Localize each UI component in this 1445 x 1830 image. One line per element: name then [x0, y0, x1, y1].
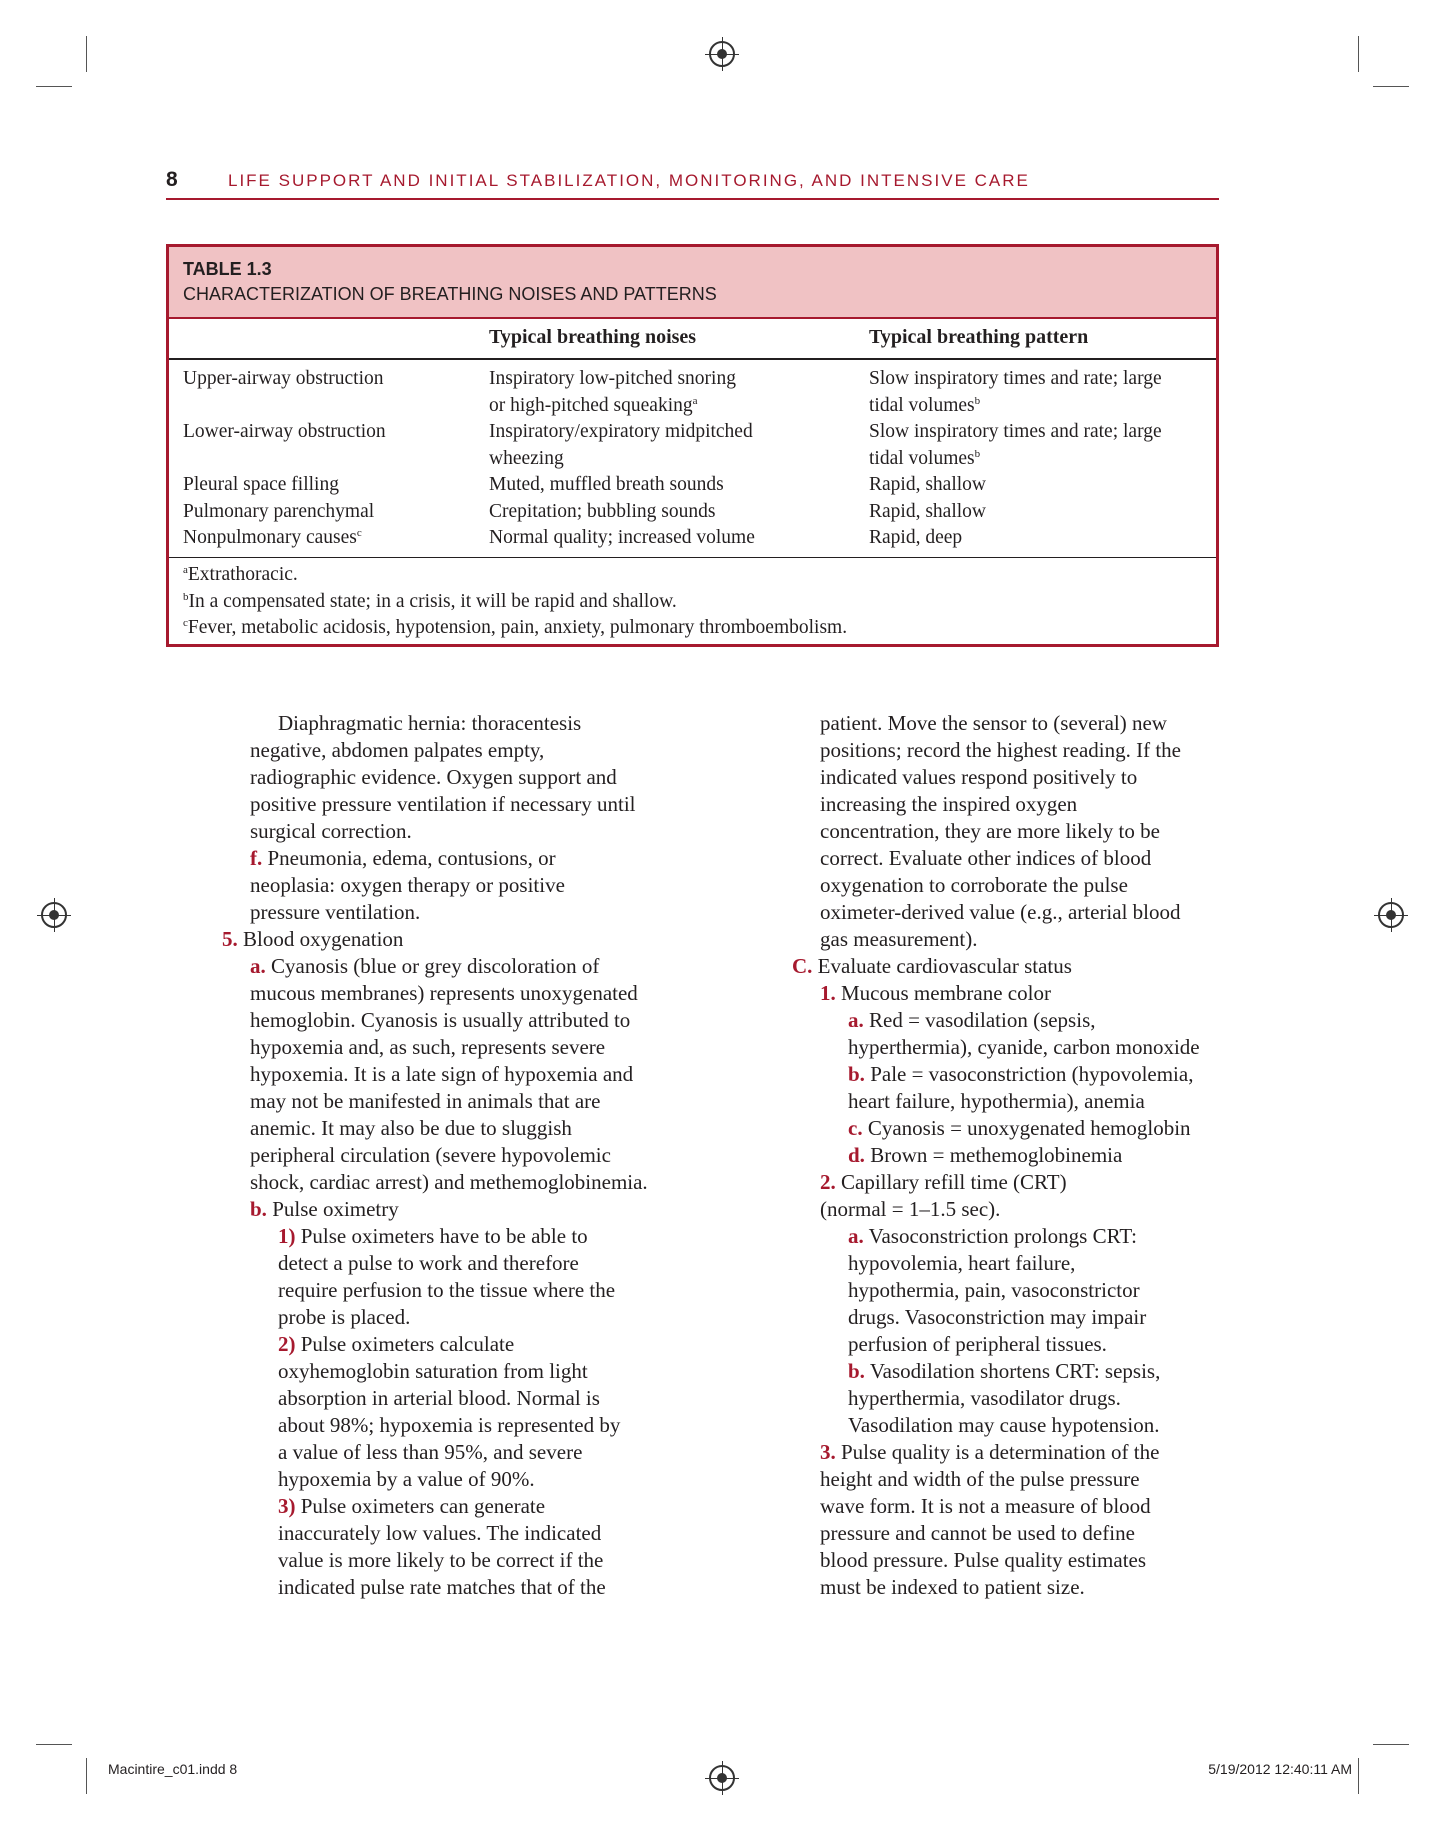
crop-mark	[1373, 1744, 1409, 1745]
table-row-pattern: Rapid, shallow	[869, 474, 986, 495]
footnote: $^b$In a compensated state; in a crisis, it will be rapid and shallow.	[183, 590, 677, 612]
paragraph-continued: patient. Move the sensor to (several) new positions; record the highest reading. If the indicated values respond positively to increasing the inspired oxygen concentration, they are more likely to be correct. Evaluate other indices of blood oxygenation to corroborate the pulse oximeter-derived value (e.g., arterial blood gas measurement).	[820, 711, 1181, 951]
table-row-cause: Pulmonary parenchymal	[183, 500, 375, 522]
list-marker: b.	[848, 1062, 865, 1086]
crop-mark	[1373, 86, 1409, 87]
list-item-b2: 2) Pulse oximeters calculate oxyhemoglobin saturation from light absorption in arterial blood. Normal is about 98%; hypoxemia is represented by a value of less than 95%, and severe hypoxemia by a value of 90%.	[278, 1332, 621, 1491]
table-footnotes	[183, 562, 847, 642]
table-row-noise: Normal quality; increased volume	[489, 527, 755, 548]
list-item-3: 3. Pulse quality is a determination of the height and width of the pulse pressure wave form. It is not a measure of blood pressure and cannot be used to define blood pressure. Pulse quality estimates must be indexed to patient size.	[820, 1440, 1160, 1599]
list-item-1b: b. Pale = vasoconstriction (hypovolemia, heart failure, hypothermia), anemia	[848, 1062, 1194, 1113]
table-caption: CHARACTERIZATION OF BREATHING NOISES AND PATTERNS	[183, 284, 717, 304]
table-row-pattern: Slow inspiratory times and rate; large tidal volumes$^b$	[869, 368, 1162, 416]
table-row-noise: Crepitation; bubbling sounds	[489, 500, 716, 522]
crop-mark	[36, 86, 72, 87]
crop-mark	[1358, 1758, 1359, 1794]
table-breathing-noises	[166, 244, 1219, 647]
right-column	[792, 710, 1232, 1601]
running-head-title: LIFE SUPPORT AND INITIAL STABILIZATION, MONITORING, AND INTENSIVE CARE	[228, 171, 1030, 190]
list-marker: 2)	[278, 1332, 296, 1356]
list-marker: C.	[792, 954, 813, 978]
crop-mark	[36, 1744, 72, 1745]
crop-mark	[86, 36, 87, 72]
table-row-noise: Inspiratory/expiratory midpitched wheezing	[489, 421, 753, 469]
page-number: 8	[166, 168, 178, 191]
table-row-pattern: Rapid, deep	[869, 527, 963, 548]
slug-filename: Macintire_c01.indd 8	[108, 1761, 238, 1777]
table-label: TABLE 1.3	[183, 259, 272, 279]
list-item-1c: c. Cyanosis = unoxygenated hemoglobin	[848, 1116, 1191, 1140]
list-item-b3: 3) Pulse oximeters can generate inaccurately low values. The indicated value is more likely to be correct if the indicated pulse rate matches that of the	[278, 1494, 606, 1599]
column-header-noises: Typical breathing noises	[489, 326, 697, 348]
registration-mark-icon	[1378, 902, 1404, 928]
left-column	[222, 710, 722, 1601]
list-marker: b.	[848, 1359, 865, 1383]
list-marker: a.	[848, 1224, 864, 1248]
list-marker: 3.	[820, 1440, 836, 1464]
list-item-2a: a. Vasoconstriction prolongs CRT: hypovolemia, heart failure, hypothermia, pain, vasoconstrictor drugs. Vasoconstriction may impair perfusion of peripheral tissues.	[848, 1224, 1147, 1356]
slug-datetime: 5/19/2012 12:40:11 AM	[1208, 1761, 1352, 1777]
crop-mark	[1358, 36, 1359, 72]
crop-mark	[86, 1758, 87, 1794]
list-item-5: 5. Blood oxygenation	[222, 927, 404, 951]
list-marker: 5.	[222, 927, 238, 951]
running-head	[166, 168, 1219, 200]
list-item-f: f. Pneumonia, edema, contusions, or neoplasia: oxygen therapy or positive pressure ventilation.	[250, 846, 565, 924]
registration-mark-icon	[709, 41, 735, 67]
list-marker: 1)	[278, 1224, 296, 1248]
table-row-noise: Inspiratory low-pitched snoring or high-pitched squeaking$^a$	[489, 368, 736, 416]
table-header	[169, 247, 1216, 319]
divider	[169, 557, 1216, 558]
table-row-cause: Pleural space filling	[183, 474, 339, 495]
list-item-1: 1. Mucous membrane color	[820, 981, 1051, 1005]
list-marker: c.	[848, 1116, 863, 1140]
paragraph-diaphragmatic-hernia: Diaphragmatic hernia: thoracentesis negative, abdomen palpates empty, radiographic evidence. Oxygen support and positive pressure ventilation if necessary until surgical correction.	[250, 711, 636, 843]
table-row-cause: Lower-airway obstruction	[183, 421, 386, 442]
list-item-1a: a. Red = vasodilation (sepsis, hyperthermia), cyanide, carbon monoxide	[848, 1008, 1200, 1059]
list-marker: f.	[250, 846, 263, 870]
table-row-pattern: Rapid, shallow	[869, 500, 986, 522]
table-row-noise: Muted, muffled breath sounds	[489, 474, 724, 495]
footnote: $^c$Fever, metabolic acidosis, hypotension, pain, anxiety, pulmonary thromboembolism.	[183, 617, 848, 638]
list-marker: d.	[848, 1143, 865, 1167]
list-item-C: C. Evaluate cardiovascular status	[792, 954, 1072, 978]
list-marker: 1.	[820, 981, 836, 1005]
registration-mark-icon	[709, 1765, 735, 1791]
column-header-pattern: Typical breathing pattern	[869, 326, 1089, 348]
list-marker: b.	[250, 1197, 267, 1221]
list-item-a: a. Cyanosis (blue or grey discoloration of mucous membranes) represents unoxygenated hemoglobin. Cyanosis is usually attributed to hypoxemia and, as such, represents severe hypoxemia. It is a late sign of hypoxemia and may not be manifested in animals that are anemic. It may also be due to sluggish peripheral circulation (severe hypovolemic shock, cardiac arrest) and methemoglobinemia.	[250, 954, 648, 1194]
list-item-2: 2. Capillary refill time (CRT) (normal = 1–1.5 sec).	[820, 1170, 1067, 1221]
table-row-cause: Upper-airway obstruction	[183, 368, 384, 389]
table-row-cause: Nonpulmonary causes$^c$	[183, 527, 362, 548]
list-item-b1: 1) Pulse oximeters have to be able to detect a pulse to work and therefore require perfusion to the tissue where the probe is placed.	[278, 1224, 616, 1329]
table-row-pattern: Slow inspiratory times and rate; large tidal volumes$^b$	[869, 421, 1162, 469]
footnote: $^a$Extrathoracic.	[183, 564, 298, 585]
list-item-b: b. Pulse oximetry	[250, 1197, 399, 1221]
list-marker: a.	[848, 1008, 864, 1032]
list-marker: 3)	[278, 1494, 296, 1518]
list-marker: a.	[250, 954, 266, 978]
list-item-1d: d. Brown = methemoglobinemia	[848, 1143, 1123, 1167]
divider	[169, 358, 1216, 360]
registration-mark-icon	[41, 902, 67, 928]
list-item-2b: b. Vasodilation shortens CRT: sepsis, hyperthermia, vasodilator drugs. Vasodilation may cause hypotension.	[848, 1359, 1161, 1437]
list-marker: 2.	[820, 1170, 836, 1194]
